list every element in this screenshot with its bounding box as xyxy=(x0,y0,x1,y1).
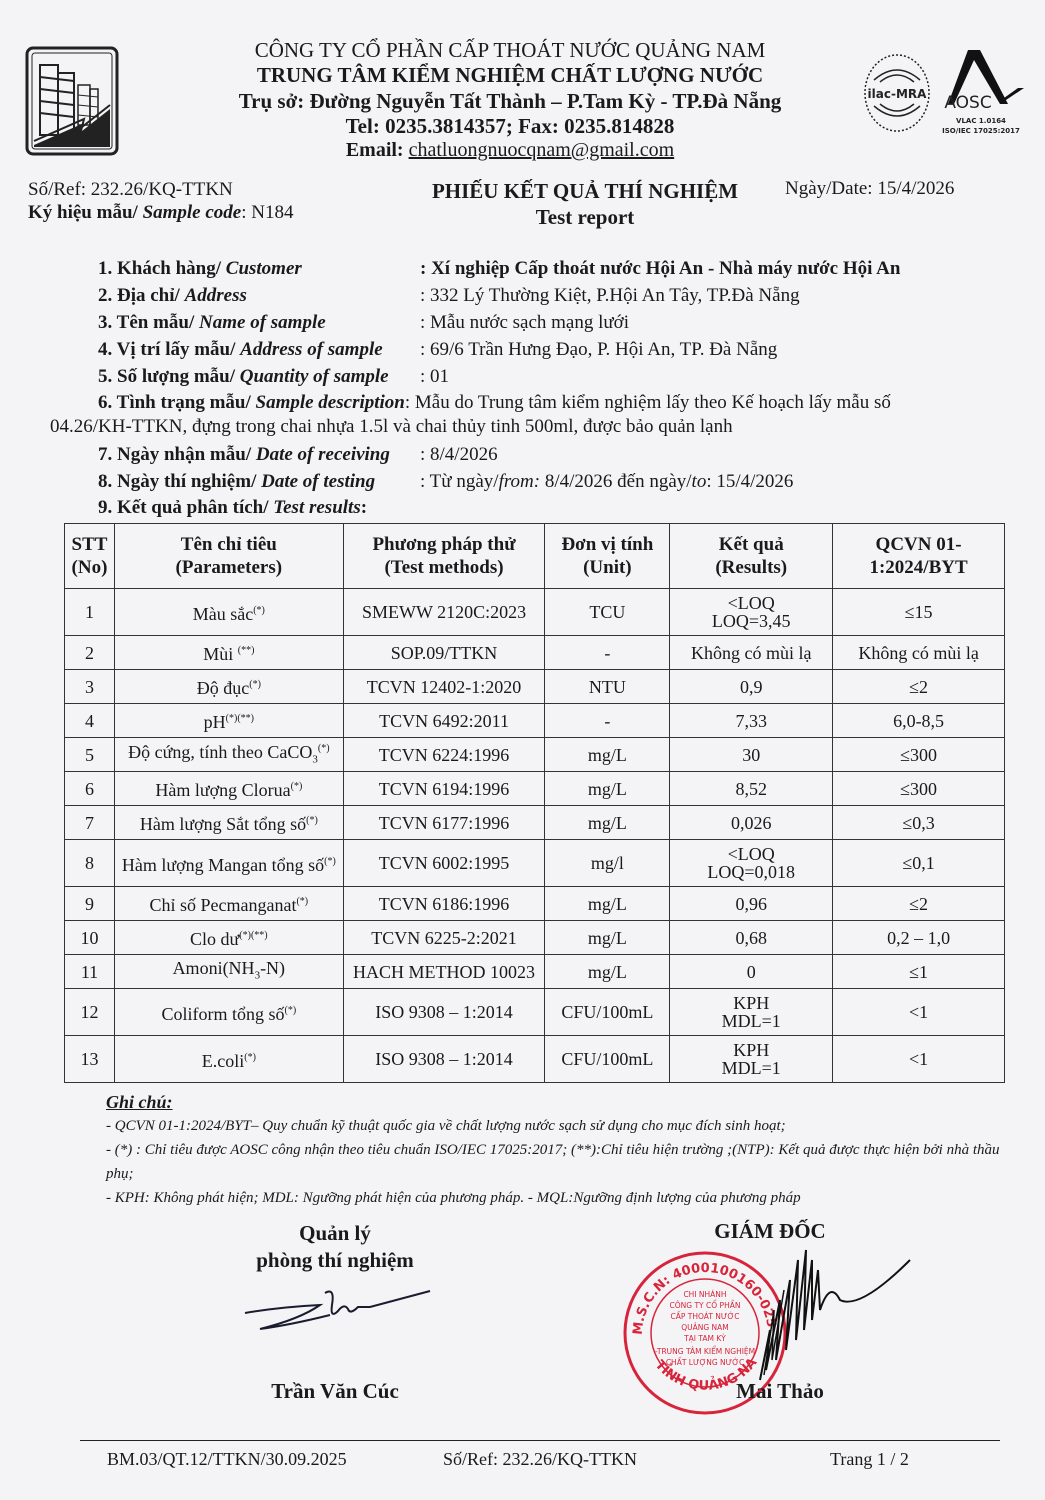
cell-parameter xyxy=(114,840,343,887)
cell-parameter xyxy=(114,636,343,670)
footer-reference: Số/Ref: 232.26/KQ-TTKN xyxy=(443,1449,637,1469)
notes-section xyxy=(106,1090,1006,1210)
info-label: 7. Ngày nhận mẫu/ xyxy=(98,444,256,465)
cell-parameter xyxy=(114,921,343,955)
aosc-label: AOSC xyxy=(944,93,992,113)
lab-manager-signature xyxy=(240,1285,440,1345)
ilac-mra-logo xyxy=(862,52,932,134)
cell-parameter xyxy=(114,955,343,989)
table-row xyxy=(65,704,1005,738)
parameter-name: pH xyxy=(203,712,226,732)
cell-method: TCVN 6177:1996 xyxy=(343,806,545,840)
parameter-name: Độ đục xyxy=(196,678,250,698)
header-line1: Tên chỉ tiêu xyxy=(180,534,277,555)
parameter-note-mark: (*) xyxy=(253,604,265,616)
cell-method: TCVN 6194:1996 xyxy=(343,772,545,806)
lab-manager-name: Trần Văn Cúc xyxy=(271,1379,399,1403)
cell-limit: ≤2 xyxy=(833,887,1005,921)
info-label-en: Date of receiving xyxy=(255,444,390,465)
cell-no: 12 xyxy=(65,989,115,1036)
results-table xyxy=(64,523,1005,1083)
stamp-ring-text: M.S.C.N: 4000100160-025 xyxy=(630,1260,779,1336)
stamp-line: CHI NHÁNH xyxy=(683,1290,727,1299)
cell-parameter xyxy=(114,670,343,704)
table-header-row xyxy=(65,524,1005,589)
info-value: : xyxy=(360,497,368,518)
parameter-name: Amoni(NH xyxy=(172,957,255,978)
lab-manager-title xyxy=(230,1220,440,1274)
parameter-note-mark: (*) xyxy=(249,679,261,690)
cell-result xyxy=(670,806,833,840)
header-line1: QCVN 01- xyxy=(875,534,962,555)
info-sample-description-cont: 04.26/KH-TTKN, đựng trong chai nhựa 1.5l và chai thủy tinh 500ml, được bảo quản lạnh xyxy=(50,416,733,437)
stamp-line: CẤP THOÁT NƯỚC xyxy=(670,1312,740,1321)
parameter-name: Mùi xyxy=(203,644,238,664)
info-label-en: Customer xyxy=(225,258,302,279)
parameter-note-mark: (*) xyxy=(317,743,330,755)
info-value: : Mẫu do Trung tâm kiểm nghiệm lấy theo Kế hoạch lấy mẫu số xyxy=(404,392,891,413)
cell-no: 2 xyxy=(65,636,115,670)
aosc-logo xyxy=(938,48,1024,138)
header-line2: (Test methods) xyxy=(384,557,504,578)
footer-form-code: BM.03/QT.12/TTKN/30.09.2025 xyxy=(107,1449,347,1469)
sample-code-label: Ký hiệu mẫu/ xyxy=(28,202,143,223)
header-no xyxy=(65,524,115,589)
cell-no: 10 xyxy=(65,921,115,955)
info-label: 6. Tình trạng mẫu/ xyxy=(98,392,256,413)
cell-result xyxy=(670,1036,833,1083)
parameter-note-mark: (*) xyxy=(284,1004,297,1016)
parameter-subscript: 3 xyxy=(254,969,261,982)
header-test-methods xyxy=(343,524,545,589)
cell-unit: - xyxy=(545,636,670,670)
cell-no: 1 xyxy=(65,589,115,636)
parameter-suffix: -N) xyxy=(260,957,286,978)
info-label: 3. Tên mẫu/ xyxy=(98,312,200,333)
parameter-name: Hàm lượng Mangan tổng số xyxy=(121,854,325,875)
cell-limit: ≤300 xyxy=(833,772,1005,806)
result-value: 0,96 xyxy=(735,893,767,914)
stamp-line: CHẤT LƯỢNG NƯỚC xyxy=(665,1358,745,1367)
cell-parameter xyxy=(114,989,343,1036)
cell-no: 11 xyxy=(65,955,115,989)
cell-method: TCVN 6225-2:2021 xyxy=(343,921,545,955)
notes-title: Ghi chú: xyxy=(106,1092,173,1112)
result-value: <LOQ xyxy=(727,844,775,864)
info-value: : Mẫu nước sạch mạng lưới xyxy=(420,312,630,333)
cell-no: 3 xyxy=(65,670,115,704)
ilac-label: ilac-MRA xyxy=(867,87,927,101)
ilac-mra-icon xyxy=(862,52,932,134)
parameter-name: E.coli xyxy=(201,1050,245,1071)
result-detection-limit: LOQ=0,018 xyxy=(707,862,796,882)
director-title: GIÁM ĐỐC xyxy=(714,1219,826,1243)
info-value: : Xí nghiệp Cấp thoát nước Hội An - Nhà máy nước Hội An xyxy=(420,258,901,279)
cell-parameter xyxy=(114,772,343,806)
result-value: KPH xyxy=(733,993,770,1013)
table-row xyxy=(65,989,1005,1036)
parameter-name: Độ cứng, tính theo CaCO xyxy=(128,742,313,763)
stamp-line: TẠI TAM KỲ xyxy=(684,1334,726,1343)
result-value: 0,9 xyxy=(739,676,763,697)
note-line: - KPH: Không phát hiện; MDL: Ngưỡng phát hiện của phương pháp. - MQL:Ngưỡng định lượng của phương pháp xyxy=(106,1190,801,1206)
table-body xyxy=(65,589,1005,1083)
stamp-line: QUẢNG NAM xyxy=(681,1323,729,1332)
info-label-en: Date of testing xyxy=(261,471,376,492)
cell-parameter xyxy=(114,589,343,636)
cell-unit: mg/L xyxy=(545,955,670,989)
cell-no: 5 xyxy=(65,738,115,772)
cell-limit: ≤0,1 xyxy=(833,840,1005,887)
cell-method: TCVN 6492:2011 xyxy=(343,704,545,738)
info-label-en: Quantity of sample xyxy=(239,366,389,387)
header-line1: STT xyxy=(71,534,108,555)
info-value xyxy=(420,471,793,493)
result-detection-limit: LOQ=3,45 xyxy=(711,611,791,631)
lab-manager-title-line2: phòng thí nghiệm xyxy=(256,1248,414,1272)
cell-result xyxy=(670,589,833,636)
cell-unit: - xyxy=(545,704,670,738)
report-title-en: Test report xyxy=(535,205,635,229)
footer-page-number: Trang 1 / 2 xyxy=(830,1449,909,1469)
report-date: Ngày/Date: 15/4/2026 xyxy=(785,178,955,199)
table-row xyxy=(65,738,1005,772)
cell-limit: 0,2 – 1,0 xyxy=(833,921,1005,955)
cell-unit: mg/L xyxy=(545,806,670,840)
note-line: - (*) : Chỉ tiêu được AOSC công nhận theo tiêu chuẩn ISO/IEC 17025:2017; (**):Chỉ tiêu hiện trường ;(NTP): Kết quả được thực hiện bởi nhà thầu phụ; xyxy=(106,1142,1000,1182)
result-value: <LOQ xyxy=(727,593,775,613)
cell-result xyxy=(670,670,833,704)
result-value: 0 xyxy=(746,961,756,982)
header-standard xyxy=(833,524,1005,589)
header-line1: Kết quả xyxy=(718,534,784,555)
cell-method: HACH METHOD 10023 xyxy=(343,955,545,989)
result-detection-limit: MDL=1 xyxy=(721,1011,781,1031)
table-row xyxy=(65,589,1005,636)
parameter-name: Coliform tổng số xyxy=(161,1003,285,1024)
email-label: Email: xyxy=(345,139,404,161)
cell-no: 13 xyxy=(65,1036,115,1083)
company-email-line xyxy=(150,139,870,162)
result-detection-limit: MDL=1 xyxy=(721,1058,781,1078)
signature-icon xyxy=(700,1240,920,1390)
parameter-name: Chỉ số Pecmanganat xyxy=(149,895,297,915)
note-line: - QCVN 01-1:2024/BYT– Quy chuẩn kỹ thuật quốc gia về chất lượng nước sạch sử dụng cho mục đích sinh hoạt; xyxy=(106,1118,786,1134)
table-row xyxy=(65,887,1005,921)
info-label: 5. Số lượng mẫu/ xyxy=(98,366,240,387)
cell-parameter xyxy=(114,1036,343,1083)
cell-limit: <1 xyxy=(833,989,1005,1036)
parameter-note-mark: (*) xyxy=(244,1051,256,1063)
signature-icon xyxy=(240,1285,440,1345)
cell-limit: ≤0,3 xyxy=(833,806,1005,840)
cell-limit: ≤2 xyxy=(833,670,1005,704)
cell-method: TCVN 6002:1995 xyxy=(343,840,545,887)
company-name: CÔNG TY CỔ PHẦN CẤP THOÁT NƯỚC QUẢNG NAM xyxy=(254,38,766,62)
email-link[interactable]: chatluongnuocqnam@gmail.com xyxy=(408,139,675,161)
cell-unit: TCU xyxy=(545,589,670,636)
cell-result xyxy=(670,738,833,772)
aosc-iso: ISO/IEC 17025:2017 xyxy=(942,127,1020,135)
parameter-note-mark: (**) xyxy=(237,645,255,656)
cell-method: TCVN 12402-1:2020 xyxy=(343,670,545,704)
cell-result xyxy=(670,955,833,989)
header-line2: (Unit) xyxy=(583,557,632,578)
header-line1: Phương pháp thử xyxy=(372,534,516,555)
info-value: : 69/6 Trần Hưng Đạo, P. Hội An, TP. Đà Nẵng xyxy=(420,339,778,360)
table-row xyxy=(65,840,1005,887)
cell-result xyxy=(670,989,833,1036)
company-address: Trụ sở: Đường Nguyễn Tất Thành – P.Tam Kỳ - TP.Đà Nẵng xyxy=(238,89,782,113)
cell-unit: mg/l xyxy=(545,840,670,887)
parameter-name: Hàm lượng Clorua xyxy=(155,780,291,800)
info-value: : 332 Lý Thường Kiệt, P.Hội An Tây, TP.Đà Nẵng xyxy=(420,285,800,306)
stamp-line: -TRUNG TÂM KIỂM NGHIỆM xyxy=(654,1347,756,1356)
cell-result xyxy=(670,636,833,670)
cell-method: ISO 9308 – 1:2014 xyxy=(343,989,545,1036)
lab-manager-title-line1: Quản lý xyxy=(299,1221,371,1245)
cell-result xyxy=(670,840,833,887)
info-label: 2. Địa chỉ/ xyxy=(98,285,185,306)
cell-limit: <1 xyxy=(833,1036,1005,1083)
aosc-vlac: VLAC 1.0164 xyxy=(956,117,1006,125)
cell-result xyxy=(670,887,833,921)
parameter-name: Clo dư xyxy=(190,929,240,949)
cell-limit: ≤300 xyxy=(833,738,1005,772)
cell-unit: mg/L xyxy=(545,772,670,806)
table-row xyxy=(65,955,1005,989)
cell-no: 6 xyxy=(65,772,115,806)
table-row xyxy=(65,806,1005,840)
sample-code-line xyxy=(28,201,294,224)
parameter-note-mark: (*) xyxy=(290,781,303,792)
from-value: 8/4/2026 đến ngày/ xyxy=(540,471,692,492)
cell-unit: mg/L xyxy=(545,887,670,921)
result-value: 30 xyxy=(742,744,761,765)
footer-divider xyxy=(80,1440,1000,1441)
cell-method: TCVN 6224:1996 xyxy=(343,738,545,772)
table-row xyxy=(65,921,1005,955)
info-label-en: Name of sample xyxy=(199,312,326,333)
info-label: 4. Vị trí lấy mẫu/ xyxy=(98,339,241,360)
company-phone: Tel: 0235.3814357; Fax: 0235.814828 xyxy=(345,114,675,138)
cell-unit: mg/L xyxy=(545,921,670,955)
cell-parameter xyxy=(114,806,343,840)
aosc-icon xyxy=(938,48,1024,138)
header-line2: (Results) xyxy=(715,557,788,578)
result-value: 7,33 xyxy=(735,710,767,731)
parameter-note-mark: (*) xyxy=(324,855,336,867)
info-value: : 01 xyxy=(420,366,450,387)
cell-parameter xyxy=(114,704,343,738)
header-line2: (Parameters) xyxy=(175,557,283,578)
header-line2: 1:2024/BYT xyxy=(869,557,968,578)
parameter-name: Màu sắc xyxy=(192,603,254,624)
sample-code-value: : N184 xyxy=(241,202,294,223)
report-title xyxy=(400,178,770,230)
table-row xyxy=(65,670,1005,704)
cell-result xyxy=(670,921,833,955)
to-label: to xyxy=(691,471,707,492)
info-label-en: Address xyxy=(184,285,247,306)
cell-limit: 6,0-8,5 xyxy=(833,704,1005,738)
parameter-subscript: 3 xyxy=(312,753,318,766)
info-value: : 8/4/2026 xyxy=(420,444,498,465)
info-sample-description xyxy=(0,392,891,414)
cell-limit: Không có mùi lạ xyxy=(833,636,1005,670)
parameter-note-mark: (*)(**) xyxy=(225,713,254,724)
from-prefix: : Từ ngày/ xyxy=(420,471,499,492)
parameter-note-mark: (*) xyxy=(306,815,318,826)
cell-unit: CFU/100mL xyxy=(545,1036,670,1083)
cell-result xyxy=(670,704,833,738)
cell-parameter xyxy=(114,738,343,772)
table-row xyxy=(65,636,1005,670)
table-row xyxy=(65,1036,1005,1083)
header-parameters xyxy=(114,524,343,589)
cell-no: 9 xyxy=(65,887,115,921)
report-title-vi: PHIẾU KẾT QUẢ THÍ NGHIỆM xyxy=(431,179,739,203)
info-label: 8. Ngày thí nghiệm/ xyxy=(98,471,262,492)
director-signature xyxy=(700,1240,920,1390)
cell-result xyxy=(670,772,833,806)
cell-limit: ≤15 xyxy=(833,589,1005,636)
cell-no: 8 xyxy=(65,840,115,887)
reference-number: Số/Ref: 232.26/KQ-TTKN xyxy=(28,179,233,200)
header-line2: (No) xyxy=(71,557,108,578)
from-label: from: xyxy=(498,471,541,492)
result-value: KPH xyxy=(733,1040,770,1060)
cell-method: TCVN 6186:1996 xyxy=(343,887,545,921)
parameter-note-mark: (*)(**) xyxy=(239,930,268,941)
cell-no: 7 xyxy=(65,806,115,840)
parameter-name: Hàm lượng Sắt tổng số xyxy=(139,814,307,834)
sample-code-label-en: Sample code xyxy=(142,202,242,223)
cell-method: SOP.09/TTKN xyxy=(343,636,545,670)
cell-parameter xyxy=(114,887,343,921)
stamp-bottom-text: TỈNH QUẢNG NA xyxy=(651,1355,761,1394)
header-results xyxy=(670,524,833,589)
result-value: Không có mùi lạ xyxy=(690,642,812,663)
reference-block xyxy=(28,178,294,224)
company-logo xyxy=(24,45,120,157)
info-label-en: Address of sample xyxy=(240,339,383,360)
info-label: 1. Khách hàng/ xyxy=(98,258,226,279)
result-value: 8,52 xyxy=(735,778,767,799)
header-unit xyxy=(545,524,670,589)
info-label-en: Sample description xyxy=(255,392,405,413)
cell-method: SMEWW 2120C:2023 xyxy=(343,589,545,636)
center-name: TRUNG TÂM KIỂM NGHIỆM CHẤT LƯỢNG NƯỚC xyxy=(256,63,764,87)
cell-limit: ≤1 xyxy=(833,955,1005,989)
cell-unit: CFU/100mL xyxy=(545,989,670,1036)
director-name: Mai Thảo xyxy=(736,1379,824,1403)
cell-unit: NTU xyxy=(545,670,670,704)
header-line1: Đơn vị tính xyxy=(561,534,654,555)
result-value: 0,026 xyxy=(730,812,772,833)
parameter-note-mark: (*) xyxy=(296,896,309,907)
to-value: : 15/4/2026 xyxy=(706,471,794,492)
cell-unit: mg/L xyxy=(545,738,670,772)
cell-method: ISO 9308 – 1:2014 xyxy=(343,1036,545,1083)
building-logo-icon xyxy=(24,45,120,157)
info-label-en: Test results xyxy=(273,497,361,518)
table-row xyxy=(65,772,1005,806)
result-value: 0,68 xyxy=(735,927,767,948)
stamp-line: CÔNG TY CỔ PHẦN xyxy=(669,1301,741,1310)
info-label: 9. Kết quả phân tích/ xyxy=(98,497,274,518)
cell-no: 4 xyxy=(65,704,115,738)
